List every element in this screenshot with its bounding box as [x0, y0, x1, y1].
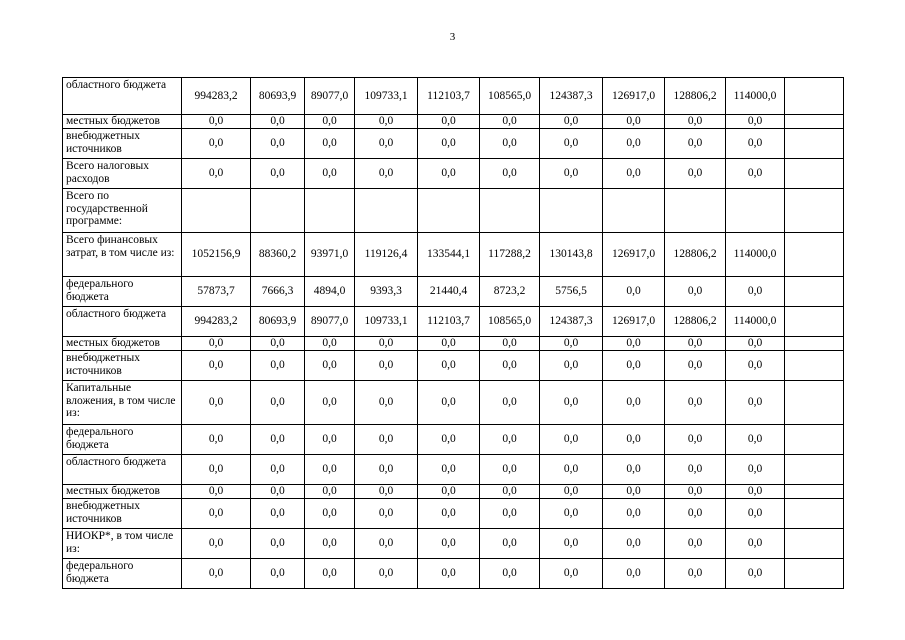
value-cell: 0,0 — [665, 351, 726, 381]
value-cell — [785, 307, 844, 337]
row-label: федерального бюджета — [63, 559, 182, 589]
value-cell: 0,0 — [665, 277, 726, 307]
value-cell: 124387,3 — [540, 78, 603, 115]
value-cell: 0,0 — [603, 381, 665, 425]
value-cell: 0,0 — [665, 115, 726, 129]
value-cell: 0,0 — [355, 499, 418, 529]
row-label: местных бюджетов — [63, 115, 182, 129]
value-cell: 0,0 — [251, 455, 305, 485]
value-cell: 0,0 — [251, 381, 305, 425]
value-cell: 0,0 — [418, 425, 480, 455]
table-row — [63, 115, 844, 129]
value-cell: 0,0 — [480, 499, 540, 529]
value-cell: 0,0 — [355, 559, 418, 589]
value-cell — [785, 115, 844, 129]
row-label: НИОКР*, в том числе из: — [63, 529, 182, 559]
value-cell: 0,0 — [540, 529, 603, 559]
value-cell: 0,0 — [418, 129, 480, 159]
value-cell: 0,0 — [726, 159, 785, 189]
row-label: внебюджетных источников — [63, 129, 182, 159]
value-cell: 0,0 — [305, 529, 355, 559]
table-row — [63, 129, 844, 159]
value-cell: 0,0 — [665, 381, 726, 425]
value-cell: 0,0 — [726, 115, 785, 129]
value-cell — [785, 233, 844, 277]
value-cell: 0,0 — [603, 159, 665, 189]
value-cell: 114000,0 — [726, 233, 785, 277]
row-label: внебюджетных источников — [63, 351, 182, 381]
value-cell: 89077,0 — [305, 307, 355, 337]
value-cell: 0,0 — [665, 499, 726, 529]
value-cell: 130143,8 — [540, 233, 603, 277]
table-row — [63, 381, 844, 425]
value-cell: 0,0 — [251, 499, 305, 529]
value-cell: 0,0 — [665, 485, 726, 499]
value-cell: 21440,4 — [418, 277, 480, 307]
value-cell — [251, 189, 305, 233]
value-cell: 0,0 — [305, 337, 355, 351]
row-label: Всего финансовых затрат, в том числе из: — [63, 233, 182, 277]
value-cell: 0,0 — [251, 351, 305, 381]
value-cell: 93971,0 — [305, 233, 355, 277]
value-cell: 114000,0 — [726, 307, 785, 337]
value-cell — [785, 381, 844, 425]
value-cell — [785, 455, 844, 485]
value-cell: 0,0 — [355, 129, 418, 159]
value-cell: 0,0 — [251, 129, 305, 159]
value-cell: 0,0 — [305, 425, 355, 455]
value-cell: 128806,2 — [665, 307, 726, 337]
row-label: федерального бюджета — [63, 425, 182, 455]
value-cell: 5756,5 — [540, 277, 603, 307]
value-cell — [785, 78, 844, 115]
row-label: областного бюджета — [63, 455, 182, 485]
value-cell: 0,0 — [726, 277, 785, 307]
value-cell: 0,0 — [305, 485, 355, 499]
row-label: местных бюджетов — [63, 337, 182, 351]
table-row — [63, 455, 844, 485]
value-cell: 0,0 — [540, 337, 603, 351]
value-cell — [603, 189, 665, 233]
value-cell: 0,0 — [480, 425, 540, 455]
value-cell: 128806,2 — [665, 233, 726, 277]
table-row — [63, 277, 844, 307]
row-label: Всего налоговых расходов — [63, 159, 182, 189]
value-cell: 0,0 — [251, 159, 305, 189]
value-cell: 0,0 — [665, 529, 726, 559]
value-cell: 0,0 — [480, 129, 540, 159]
value-cell: 0,0 — [418, 559, 480, 589]
value-cell: 126917,0 — [603, 78, 665, 115]
value-cell: 0,0 — [726, 337, 785, 351]
value-cell: 0,0 — [251, 337, 305, 351]
value-cell — [418, 189, 480, 233]
value-cell: 0,0 — [182, 455, 251, 485]
value-cell — [480, 189, 540, 233]
value-cell: 0,0 — [603, 277, 665, 307]
value-cell: 0,0 — [182, 337, 251, 351]
value-cell: 0,0 — [603, 351, 665, 381]
value-cell: 117288,2 — [480, 233, 540, 277]
value-cell — [665, 189, 726, 233]
value-cell: 0,0 — [480, 455, 540, 485]
value-cell: 0,0 — [603, 425, 665, 455]
value-cell: 0,0 — [418, 351, 480, 381]
value-cell — [182, 189, 251, 233]
value-cell: 0,0 — [355, 337, 418, 351]
value-cell: 0,0 — [603, 485, 665, 499]
row-label: Капитальные вложения, в том числе из: — [63, 381, 182, 425]
table-row — [63, 189, 844, 233]
row-label: областного бюджета — [63, 78, 182, 115]
value-cell: 0,0 — [480, 115, 540, 129]
budget-table — [62, 77, 844, 589]
value-cell: 0,0 — [665, 559, 726, 589]
value-cell: 0,0 — [603, 115, 665, 129]
table-row — [63, 159, 844, 189]
value-cell: 0,0 — [540, 425, 603, 455]
value-cell: 0,0 — [540, 499, 603, 529]
value-cell: 0,0 — [726, 559, 785, 589]
value-cell: 0,0 — [540, 115, 603, 129]
value-cell: 57873,7 — [182, 277, 251, 307]
value-cell: 0,0 — [355, 529, 418, 559]
value-cell: 108565,0 — [480, 78, 540, 115]
value-cell: 0,0 — [355, 115, 418, 129]
row-label: областного бюджета — [63, 307, 182, 337]
value-cell: 0,0 — [305, 499, 355, 529]
value-cell: 0,0 — [182, 351, 251, 381]
value-cell: 0,0 — [182, 425, 251, 455]
budget-table-body — [63, 78, 844, 589]
value-cell: 0,0 — [665, 129, 726, 159]
value-cell: 133544,1 — [418, 233, 480, 277]
value-cell — [355, 189, 418, 233]
value-cell: 0,0 — [603, 129, 665, 159]
value-cell — [785, 425, 844, 455]
value-cell: 0,0 — [540, 485, 603, 499]
value-cell: 0,0 — [305, 455, 355, 485]
value-cell — [785, 159, 844, 189]
value-cell: 0,0 — [182, 129, 251, 159]
value-cell: 8723,2 — [480, 277, 540, 307]
value-cell: 0,0 — [251, 425, 305, 455]
table-row — [63, 559, 844, 589]
value-cell — [785, 499, 844, 529]
table-row — [63, 351, 844, 381]
value-cell: 0,0 — [251, 559, 305, 589]
value-cell: 114000,0 — [726, 78, 785, 115]
value-cell: 0,0 — [665, 455, 726, 485]
value-cell: 0,0 — [540, 381, 603, 425]
value-cell: 126917,0 — [603, 233, 665, 277]
table-row — [63, 529, 844, 559]
value-cell: 994283,2 — [182, 78, 251, 115]
value-cell: 0,0 — [726, 529, 785, 559]
table-row — [63, 307, 844, 337]
value-cell: 0,0 — [418, 337, 480, 351]
value-cell: 0,0 — [540, 559, 603, 589]
value-cell: 0,0 — [418, 115, 480, 129]
value-cell: 0,0 — [480, 485, 540, 499]
value-cell — [785, 129, 844, 159]
value-cell: 0,0 — [726, 485, 785, 499]
value-cell: 0,0 — [726, 129, 785, 159]
value-cell: 0,0 — [251, 529, 305, 559]
value-cell — [785, 337, 844, 351]
value-cell: 0,0 — [480, 337, 540, 351]
value-cell: 0,0 — [182, 381, 251, 425]
value-cell: 0,0 — [603, 529, 665, 559]
value-cell — [305, 189, 355, 233]
value-cell — [785, 277, 844, 307]
value-cell: 108565,0 — [480, 307, 540, 337]
value-cell: 80693,9 — [251, 78, 305, 115]
value-cell: 109733,1 — [355, 307, 418, 337]
row-label: местных бюджетов — [63, 485, 182, 499]
value-cell: 0,0 — [182, 115, 251, 129]
value-cell: 0,0 — [603, 455, 665, 485]
value-cell: 0,0 — [418, 381, 480, 425]
value-cell: 0,0 — [355, 425, 418, 455]
value-cell: 0,0 — [355, 485, 418, 499]
value-cell: 0,0 — [305, 129, 355, 159]
value-cell: 109733,1 — [355, 78, 418, 115]
row-label: Всего по государственной программе: — [63, 189, 182, 233]
value-cell: 0,0 — [182, 559, 251, 589]
value-cell — [785, 529, 844, 559]
value-cell: 0,0 — [603, 337, 665, 351]
value-cell: 0,0 — [726, 455, 785, 485]
value-cell: 0,0 — [418, 159, 480, 189]
table-row — [63, 78, 844, 115]
value-cell — [726, 189, 785, 233]
value-cell: 4894,0 — [305, 277, 355, 307]
value-cell — [785, 189, 844, 233]
value-cell: 0,0 — [418, 455, 480, 485]
table-row — [63, 337, 844, 351]
value-cell: 0,0 — [540, 455, 603, 485]
value-cell: 0,0 — [182, 159, 251, 189]
value-cell: 89077,0 — [305, 78, 355, 115]
value-cell: 0,0 — [540, 129, 603, 159]
value-cell: 0,0 — [182, 485, 251, 499]
value-cell: 1052156,9 — [182, 233, 251, 277]
value-cell: 0,0 — [418, 499, 480, 529]
value-cell: 0,0 — [305, 159, 355, 189]
value-cell: 0,0 — [480, 351, 540, 381]
value-cell: 994283,2 — [182, 307, 251, 337]
page-number: 3 — [449, 31, 456, 43]
value-cell — [785, 485, 844, 499]
value-cell: 0,0 — [540, 159, 603, 189]
value-cell: 0,0 — [540, 351, 603, 381]
value-cell: 0,0 — [480, 559, 540, 589]
value-cell: 0,0 — [480, 159, 540, 189]
value-cell: 128806,2 — [665, 78, 726, 115]
value-cell — [785, 351, 844, 381]
value-cell: 0,0 — [480, 381, 540, 425]
row-label: внебюджетных источников — [63, 499, 182, 529]
value-cell: 0,0 — [305, 559, 355, 589]
value-cell: 0,0 — [665, 337, 726, 351]
value-cell: 0,0 — [665, 159, 726, 189]
value-cell: 0,0 — [305, 115, 355, 129]
value-cell — [540, 189, 603, 233]
table-row — [63, 233, 844, 277]
value-cell: 7666,3 — [251, 277, 305, 307]
value-cell: 119126,4 — [355, 233, 418, 277]
value-cell: 88360,2 — [251, 233, 305, 277]
value-cell: 0,0 — [355, 159, 418, 189]
table-row — [63, 499, 844, 529]
value-cell: 0,0 — [355, 351, 418, 381]
value-cell: 0,0 — [251, 115, 305, 129]
value-cell: 0,0 — [182, 499, 251, 529]
value-cell: 0,0 — [726, 425, 785, 455]
value-cell: 0,0 — [355, 455, 418, 485]
value-cell: 0,0 — [726, 499, 785, 529]
value-cell: 112103,7 — [418, 307, 480, 337]
value-cell: 0,0 — [182, 529, 251, 559]
value-cell: 0,0 — [305, 381, 355, 425]
value-cell: 112103,7 — [418, 78, 480, 115]
value-cell: 124387,3 — [540, 307, 603, 337]
value-cell: 0,0 — [418, 485, 480, 499]
value-cell: 0,0 — [355, 381, 418, 425]
row-label: федерального бюджета — [63, 277, 182, 307]
value-cell: 0,0 — [418, 529, 480, 559]
value-cell: 9393,3 — [355, 277, 418, 307]
value-cell: 0,0 — [251, 485, 305, 499]
value-cell: 0,0 — [480, 529, 540, 559]
value-cell: 0,0 — [726, 351, 785, 381]
value-cell: 0,0 — [305, 351, 355, 381]
value-cell: 0,0 — [603, 559, 665, 589]
value-cell: 126917,0 — [603, 307, 665, 337]
table-row — [63, 425, 844, 455]
value-cell: 0,0 — [603, 499, 665, 529]
table-row — [63, 485, 844, 499]
value-cell: 0,0 — [726, 381, 785, 425]
value-cell: 80693,9 — [251, 307, 305, 337]
value-cell: 0,0 — [665, 425, 726, 455]
value-cell — [785, 559, 844, 589]
